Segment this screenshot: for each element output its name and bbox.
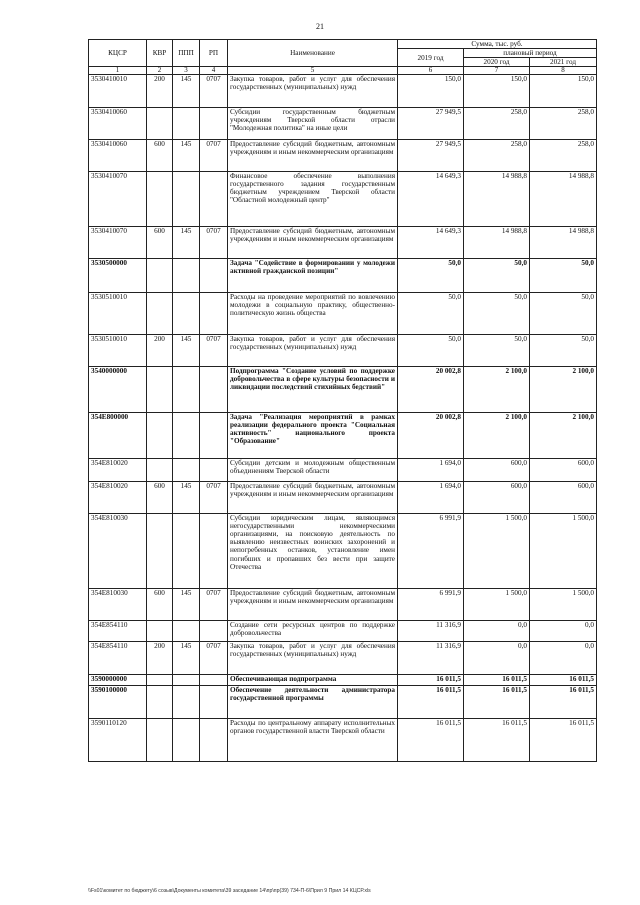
value-2019-cell: 50,0 — [398, 259, 464, 293]
header-2019: 2019 год — [398, 49, 464, 67]
column-numbers-row — [89, 67, 597, 75]
value-2019-cell: 20 002,8 — [398, 367, 464, 413]
table-row — [89, 259, 597, 293]
rp-cell: 0707 — [200, 589, 228, 621]
value-2021-cell: 2 100,0 — [530, 367, 597, 413]
kvr-cell — [147, 293, 173, 335]
name-cell: Предоставление субсидий бюджетным, автономным учреждениям и иным некоммерческим организациям — [228, 227, 398, 259]
table-row — [89, 514, 597, 589]
rp-cell — [200, 719, 228, 762]
value-2019-cell: 14 649,3 — [398, 172, 464, 227]
header-kcsr: КЦСР — [89, 40, 147, 67]
rp-cell: 0707 — [200, 642, 228, 675]
table-row — [89, 75, 597, 108]
kvr-cell — [147, 621, 173, 642]
value-2019-cell: 16 011,5 — [398, 686, 464, 719]
value-2020-cell: 14 988,8 — [464, 227, 530, 259]
column-number: 7 — [464, 67, 530, 75]
ppp-cell — [173, 686, 200, 719]
table-row — [89, 413, 597, 459]
kvr-cell: 200 — [147, 335, 173, 367]
column-number: 1 — [89, 67, 147, 75]
value-2019-cell: 11 316,9 — [398, 642, 464, 675]
rp-cell — [200, 367, 228, 413]
value-2021-cell: 2 100,0 — [530, 413, 597, 459]
rp-cell — [200, 675, 228, 686]
kvr-cell: 600 — [147, 482, 173, 514]
table-row — [89, 642, 597, 675]
kcsr-cell: 354E800000 — [89, 413, 147, 459]
kvr-cell — [147, 259, 173, 293]
kvr-cell — [147, 367, 173, 413]
rp-cell — [200, 259, 228, 293]
table-row — [89, 719, 597, 762]
rp-cell: 0707 — [200, 227, 228, 259]
kvr-cell — [147, 413, 173, 459]
header-kvr: КВР — [147, 40, 173, 67]
table-row — [89, 686, 597, 719]
value-2020-cell: 1 500,0 — [464, 514, 530, 589]
name-cell: Субсидии государственным бюджетным учреждениям Тверской области отрасли "Молодежная политика" на иные цели — [228, 108, 398, 140]
kvr-cell — [147, 686, 173, 719]
value-2021-cell: 14 988,8 — [530, 172, 597, 227]
rp-cell — [200, 293, 228, 335]
kvr-cell: 600 — [147, 589, 173, 621]
value-2020-cell: 50,0 — [464, 259, 530, 293]
value-2020-cell: 16 011,5 — [464, 719, 530, 762]
ppp-cell — [173, 259, 200, 293]
value-2021-cell: 0,0 — [530, 642, 597, 675]
kvr-cell — [147, 108, 173, 140]
kcsr-cell: 3530410060 — [89, 140, 147, 172]
kcsr-cell: 3530410060 — [89, 108, 147, 140]
value-2019-cell: 6 991,9 — [398, 514, 464, 589]
name-cell: Подпрограмма "Создание условий по поддержке добровольчества в сфере культуры безопасности и ликвидации последствий стихийных бедствий" — [228, 367, 398, 413]
value-2020-cell: 1 500,0 — [464, 589, 530, 621]
value-2020-cell: 600,0 — [464, 459, 530, 482]
name-cell: Закупка товаров, работ и услуг для обеспечения государственных (муниципальных) нужд — [228, 335, 398, 367]
ppp-cell — [173, 621, 200, 642]
column-number: 8 — [530, 67, 597, 75]
rp-cell: 0707 — [200, 335, 228, 367]
kcsr-cell: 3590110120 — [89, 719, 147, 762]
table-header — [89, 40, 597, 75]
value-2020-cell: 50,0 — [464, 335, 530, 367]
rp-cell: 0707 — [200, 482, 228, 514]
name-cell: Обеспечение деятельности администратора государственной программы — [228, 686, 398, 719]
rp-cell — [200, 621, 228, 642]
value-2020-cell: 0,0 — [464, 621, 530, 642]
value-2020-cell: 2 100,0 — [464, 413, 530, 459]
value-2021-cell: 600,0 — [530, 482, 597, 514]
column-number: 6 — [398, 67, 464, 75]
value-2021-cell: 258,0 — [530, 140, 597, 172]
kcsr-cell: 3590100000 — [89, 686, 147, 719]
table-body — [89, 75, 597, 762]
name-cell: Финансовое обеспечение выполнения государственного задания государственным бюджетным учреждением Тверской области "Областной молодежный центр" — [228, 172, 398, 227]
name-cell: Создание сети ресурсных центров по поддержке добровольчества — [228, 621, 398, 642]
table-row — [89, 459, 597, 482]
name-cell: Расходы по центральному аппарату исполнительных органов государственной власти Тверской области — [228, 719, 398, 762]
ppp-cell — [173, 367, 200, 413]
ppp-cell — [173, 514, 200, 589]
value-2021-cell: 600,0 — [530, 459, 597, 482]
ppp-cell — [173, 675, 200, 686]
kcsr-cell: 3530410070 — [89, 172, 147, 227]
column-number: 5 — [228, 67, 398, 75]
table-row — [89, 140, 597, 172]
kcsr-cell: 354E810020 — [89, 459, 147, 482]
name-cell: Расходы на проведение мероприятий по вовлечению молодежи в социальную практику, общественно-политическую жизнь общества — [228, 293, 398, 335]
kvr-cell — [147, 675, 173, 686]
name-cell: Субсидии юридическим лицам, являющимся негосударственными некоммерческими организациями, на поисковую деятельность по выявлению неизвестных воинских захоронений и непогребенных останков, установление имен погибших и пропавших без вести при защите Отечества — [228, 514, 398, 589]
rp-cell — [200, 686, 228, 719]
name-cell: Предоставление субсидий бюджетным, автономным учреждениям и иным некоммерческим организациям — [228, 589, 398, 621]
kcsr-cell: 3540000000 — [89, 367, 147, 413]
value-2020-cell: 150,0 — [464, 75, 530, 108]
rp-cell — [200, 514, 228, 589]
table-row — [89, 108, 597, 140]
header-sum: Сумма, тыс. руб. — [398, 40, 597, 49]
kvr-cell — [147, 459, 173, 482]
ppp-cell: 145 — [173, 335, 200, 367]
value-2020-cell: 50,0 — [464, 293, 530, 335]
kcsr-cell: 3530510010 — [89, 335, 147, 367]
value-2021-cell: 258,0 — [530, 108, 597, 140]
name-cell: Обеспечивающая подпрограмма — [228, 675, 398, 686]
value-2020-cell: 2 100,0 — [464, 367, 530, 413]
kvr-cell: 200 — [147, 75, 173, 108]
name-cell: Закупка товаров, работ и услуг для обеспечения государственных (муниципальных) нужд — [228, 642, 398, 675]
header-rp: РП — [200, 40, 228, 67]
value-2019-cell: 11 316,9 — [398, 621, 464, 642]
ppp-cell: 145 — [173, 227, 200, 259]
kcsr-cell: 354E810030 — [89, 514, 147, 589]
kcsr-cell: 354E810030 — [89, 589, 147, 621]
ppp-cell: 145 — [173, 140, 200, 172]
rp-cell — [200, 108, 228, 140]
rp-cell — [200, 459, 228, 482]
page-number: 21 — [316, 22, 324, 31]
header-2021: 2021 год — [530, 58, 597, 67]
name-cell: Закупка товаров, работ и услуг для обеспечения государственных (муниципальных) нужд — [228, 75, 398, 108]
value-2020-cell: 600,0 — [464, 482, 530, 514]
value-2020-cell: 16 011,5 — [464, 675, 530, 686]
footer-file-path: \\Fs01\комитет по бюджету\6 созыв\Документы комитета\39 заседание 14\пр\пр(39) 734-П-6\Прил 9 Прил 14 КЦСР.xls — [88, 888, 371, 894]
table-row — [89, 367, 597, 413]
header-ppp: ППП — [173, 40, 200, 67]
value-2019-cell: 27 949,5 — [398, 140, 464, 172]
rp-cell: 0707 — [200, 75, 228, 108]
value-2019-cell: 16 011,5 — [398, 719, 464, 762]
table-row — [89, 227, 597, 259]
value-2021-cell: 50,0 — [530, 293, 597, 335]
value-2019-cell: 6 991,9 — [398, 589, 464, 621]
rp-cell — [200, 413, 228, 459]
name-cell: Предоставление субсидий бюджетным, автономным учреждениям и иным некоммерческим организациям — [228, 140, 398, 172]
kcsr-cell: 354E810020 — [89, 482, 147, 514]
header-2020: 2020 год — [464, 58, 530, 67]
value-2021-cell: 14 988,8 — [530, 227, 597, 259]
kcsr-cell: 3530410070 — [89, 227, 147, 259]
rp-cell — [200, 172, 228, 227]
value-2019-cell: 20 002,8 — [398, 413, 464, 459]
header-name: Наименование — [228, 40, 398, 67]
value-2019-cell: 150,0 — [398, 75, 464, 108]
kcsr-cell: 354E854110 — [89, 642, 147, 675]
value-2021-cell: 150,0 — [530, 75, 597, 108]
table-row — [89, 589, 597, 621]
table-row — [89, 482, 597, 514]
kcsr-cell: 3590000000 — [89, 675, 147, 686]
kcsr-cell: 3530510010 — [89, 293, 147, 335]
value-2019-cell: 50,0 — [398, 293, 464, 335]
name-cell: Задача "Содействие в формировании у молодежи активной гражданской позиции" — [228, 259, 398, 293]
value-2021-cell: 16 011,5 — [530, 719, 597, 762]
ppp-cell — [173, 413, 200, 459]
kvr-cell — [147, 514, 173, 589]
budget-table — [88, 39, 597, 762]
kcsr-cell: 3530500000 — [89, 259, 147, 293]
kvr-cell: 600 — [147, 140, 173, 172]
value-2019-cell: 16 011,5 — [398, 675, 464, 686]
kcsr-cell: 354E854110 — [89, 621, 147, 642]
ppp-cell: 145 — [173, 589, 200, 621]
rp-cell: 0707 — [200, 140, 228, 172]
value-2021-cell: 0,0 — [530, 621, 597, 642]
value-2021-cell: 16 011,5 — [530, 686, 597, 719]
value-2019-cell: 27 949,5 — [398, 108, 464, 140]
value-2021-cell: 16 011,5 — [530, 675, 597, 686]
ppp-cell: 145 — [173, 482, 200, 514]
kvr-cell: 600 — [147, 227, 173, 259]
value-2020-cell: 258,0 — [464, 140, 530, 172]
value-2020-cell: 258,0 — [464, 108, 530, 140]
name-cell: Предоставление субсидий бюджетным, автономным учреждениям и иным некоммерческим организациям — [228, 482, 398, 514]
ppp-cell — [173, 459, 200, 482]
value-2019-cell: 1 694,0 — [398, 459, 464, 482]
value-2019-cell: 1 694,0 — [398, 482, 464, 514]
value-2020-cell: 14 988,8 — [464, 172, 530, 227]
kvr-cell — [147, 172, 173, 227]
kvr-cell: 200 — [147, 642, 173, 675]
name-cell: Задача "Реализация мероприятий в рамках реализации федерального проекта "Социальная активность" национального проекта "Образование" — [228, 413, 398, 459]
table-row — [89, 675, 597, 686]
value-2020-cell: 0,0 — [464, 642, 530, 675]
ppp-cell — [173, 172, 200, 227]
column-number: 3 — [173, 67, 200, 75]
ppp-cell: 145 — [173, 642, 200, 675]
ppp-cell — [173, 293, 200, 335]
value-2021-cell: 50,0 — [530, 335, 597, 367]
ppp-cell — [173, 108, 200, 140]
column-number: 2 — [147, 67, 173, 75]
value-2021-cell: 1 500,0 — [530, 514, 597, 589]
name-cell: Субсидии детским и молодежным общественным объединениям Тверской области — [228, 459, 398, 482]
value-2019-cell: 50,0 — [398, 335, 464, 367]
ppp-cell — [173, 719, 200, 762]
table-row — [89, 293, 597, 335]
kcsr-cell: 3530410010 — [89, 75, 147, 108]
header-planned-period: плановый период — [464, 49, 597, 58]
column-number: 4 — [200, 67, 228, 75]
value-2021-cell: 50,0 — [530, 259, 597, 293]
value-2021-cell: 1 500,0 — [530, 589, 597, 621]
table-row — [89, 621, 597, 642]
value-2019-cell: 14 649,3 — [398, 227, 464, 259]
value-2020-cell: 16 011,5 — [464, 686, 530, 719]
table-row — [89, 335, 597, 367]
kvr-cell — [147, 719, 173, 762]
ppp-cell: 145 — [173, 75, 200, 108]
table-row — [89, 172, 597, 227]
